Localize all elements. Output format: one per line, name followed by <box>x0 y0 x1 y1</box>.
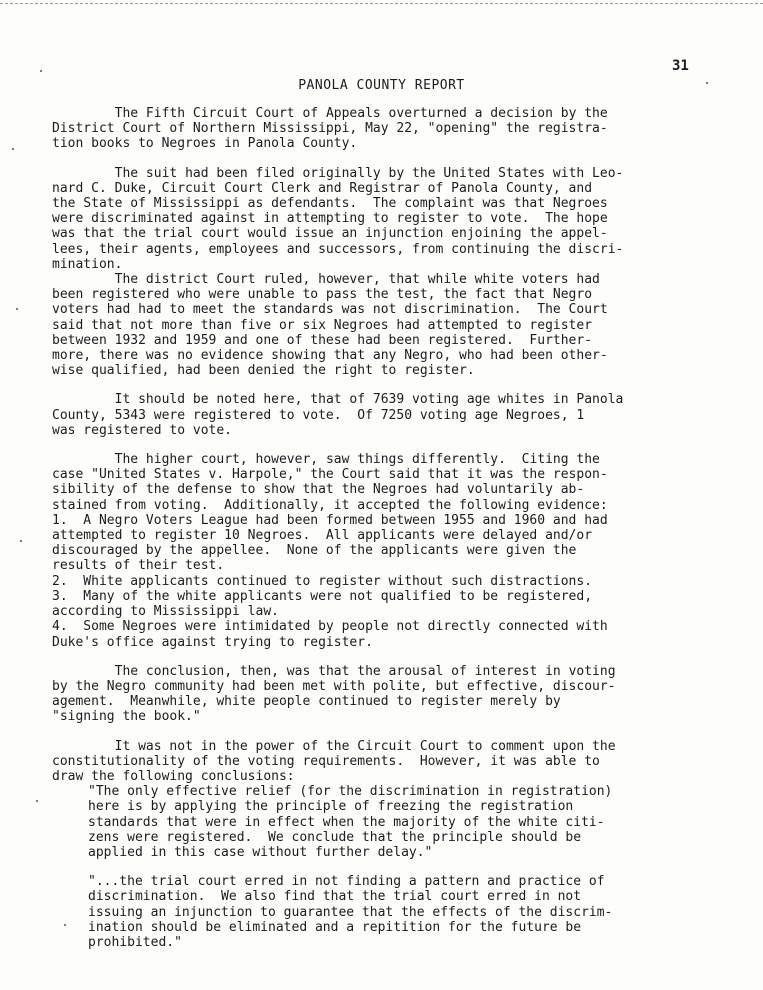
paragraph-circuit-court-power: It was not in the power of the Circuit Court to comment upon the constitutionality of the voting requirements. However, it was able to draw the following conclusions: <box>52 738 616 784</box>
top-edge-rule <box>0 3 763 4</box>
scan-speck <box>706 82 708 84</box>
paragraph-suit-background: The suit had been filed originally by the United States with Leo- nard C. Duke, Circuit Court Clerk and Registrar of Panola County, and the State of Mississippi as defendants. The complaint was that Negroes were discriminated against in attempting to register to vote. The hope was that the trial court would issue an injunction enjoining the appel- lees, their agents, employees and successors, from continuing the discri- mination. The district Court ruled, however, that while white voters had been registered who were unable to pass the test, the fact that Negro voters had had to meet the standards was not discrimination. The Court said that not more than five or six Negroes had attempted to register between 1932 and 1959 and one of these had been registered. Further- more, there was no evidence showing that any Negro, who had been other- wise qualified, had been denied the right to register. <box>52 165 624 379</box>
paragraph-appeals-decision: The Fifth Circuit Court of Appeals overturned a decision by the District Court of Northern Mississippi, May 22, "opening" the registra- tion books to Negroes in Panola County. <box>52 106 608 152</box>
scan-speck <box>40 70 42 72</box>
scan-speck <box>12 148 14 150</box>
quote-effective-relief: "The only effective relief (for the discrimination in registration) here is by applying the principle of freezing the registration standards that were in effect when the majority of the white citi- zens were registered. We conclude that the principle should be applied in this case without further delay." <box>88 784 613 860</box>
scan-speck <box>36 800 38 802</box>
report-body <box>52 106 712 950</box>
paragraph-registration-statistics: It should be noted here, that of 7639 voting age whites in Panola County, 5343 were registered to vote. Of 7250 voting age Negroes, 1 was registered to vote. <box>52 392 624 438</box>
paragraph-conclusion: The conclusion, then, was that the arousal of interest in voting by the Negro community had been met with polite, but effective, discour- agement. Meanwhile, white people continued to register merely by "signing the book." <box>52 663 616 725</box>
report-title: PANOLA COUNTY REPORT <box>298 78 465 93</box>
page-number: 31 <box>672 58 689 74</box>
scan-speck <box>64 924 66 926</box>
quote-trial-court-erred: "...the trial court erred in not finding a pattern and practice of discrimination. We also find that the trial court erred in not issuing an injunction to guarantee that the effects of the discrim- ination should be eliminated and a repitition for the future be prohibited." <box>88 874 613 950</box>
scan-speck <box>20 540 22 542</box>
paragraph-higher-court-evidence: The higher court, however, saw things differently. Citing the case "United States v. Harpole," the Court said that it was the respon- sibility of the defense to show that the Negroes had voluntarily ab- stained from voting. Additionally, it accepted the following evidence: 1. A Negro Voters League had been formed between 1955 and 1960 and had attempted to register 10 Negroes. All applicants were delayed and/or discouraged by the appellee. None of the applicants were given the results of their test. 2. White applicants continued to register without such distractions. 3. Many of the white applicants were not qualified to be registered, according to Mississippi law. 4. Some Negroes were intimidated by people not directly connected with Duke's office against trying to register. <box>52 452 608 650</box>
scan-speck <box>16 308 18 310</box>
